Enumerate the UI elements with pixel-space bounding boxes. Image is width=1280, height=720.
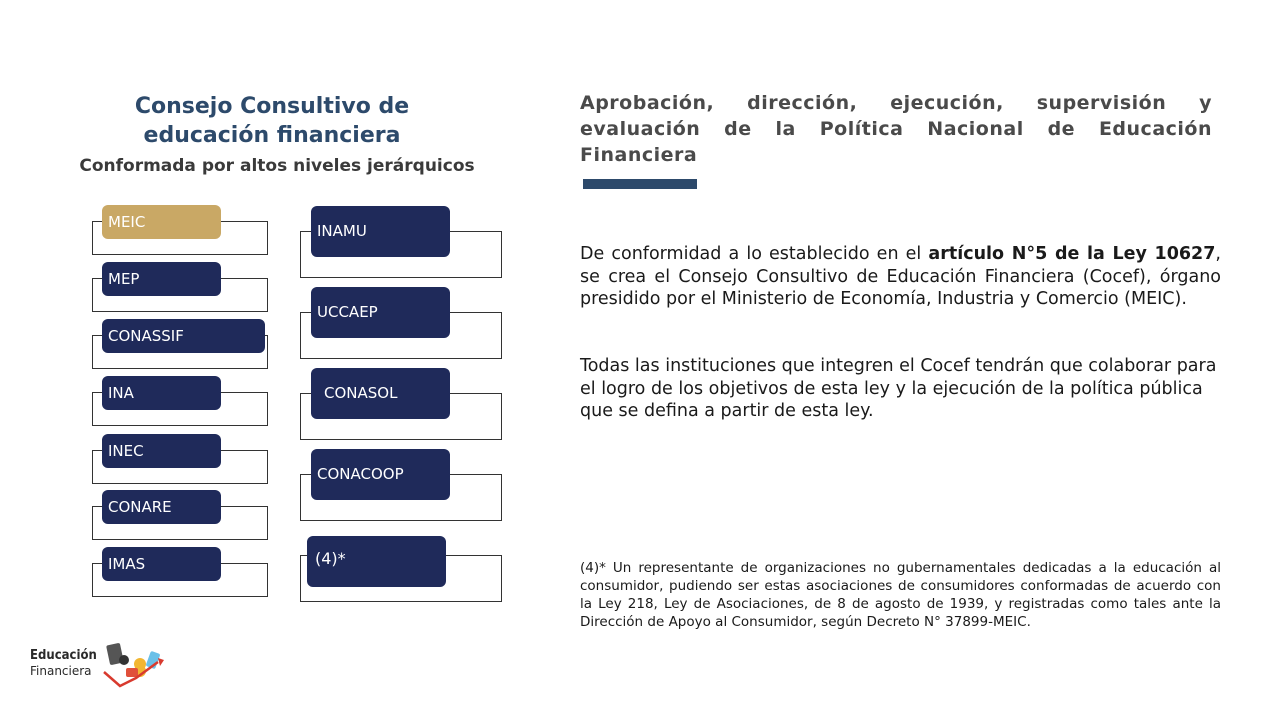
org-label: CONASSIF: [102, 319, 265, 353]
law-article-reference: artículo N°5 de la Ley 10627: [928, 244, 1216, 264]
org-label: INEC: [102, 434, 221, 468]
section-heading: Aprobación, dirección, ejecución, supervisión y evaluación de la Política Nacional de Educación Financiera: [580, 92, 1212, 166]
paragraph-law-end: , se crea el Consejo Consultivo de Educación Financiera (Cocef), órgano presidido por el Ministerio de Economía, Industria y Comercio (MEIC).: [580, 244, 1221, 309]
org-label: INA: [102, 376, 221, 410]
org-label: UCCAEP: [311, 287, 450, 338]
paragraph-law: [580, 243, 1221, 311]
educacion-financiera-logo: [30, 636, 170, 692]
council-subtitle: Conformada por altos niveles jerárquicos: [79, 156, 475, 176]
org-label: IMAS: [102, 547, 221, 581]
logo-line1: Educación: [30, 648, 97, 663]
org-label: CONASOL: [311, 368, 450, 419]
paragraph-collaboration: Todas las instituciones que integren el Cocef tendrán que colaborar para el logro de los objetivos de esta ley y la ejecución de la política pública que se defina a partir de esta ley.: [580, 356, 1217, 421]
logo-line2: Financiera: [30, 664, 92, 678]
footnote: (4)* Un representante de organizaciones no gubernamentales dedicadas a la educación al consumidor, pudiendo ser estas asociaciones de consumidores conformadas de acuerdo con la Ley 218, Ley de Asociaciones, de 8 de agosto de 1939, y registradas como tales ante la Dirección de Apoyo al Consumidor, según Decreto N° 37899-MEIC.: [580, 560, 1221, 630]
heading-underline: [583, 179, 697, 189]
paragraph-law-start: De conformidad a lo establecido en el: [580, 244, 929, 264]
org-label: MEP: [102, 262, 221, 296]
org-label: CONACOOP: [311, 449, 450, 500]
org-label: CONARE: [102, 490, 221, 524]
logo-emblem-icon: [102, 638, 168, 690]
org-label: (4)*: [307, 536, 446, 587]
org-label: MEIC: [102, 205, 221, 239]
org-label: INAMU: [311, 206, 450, 257]
council-title: Consejo Consultivo de educación financiera: [134, 94, 410, 148]
